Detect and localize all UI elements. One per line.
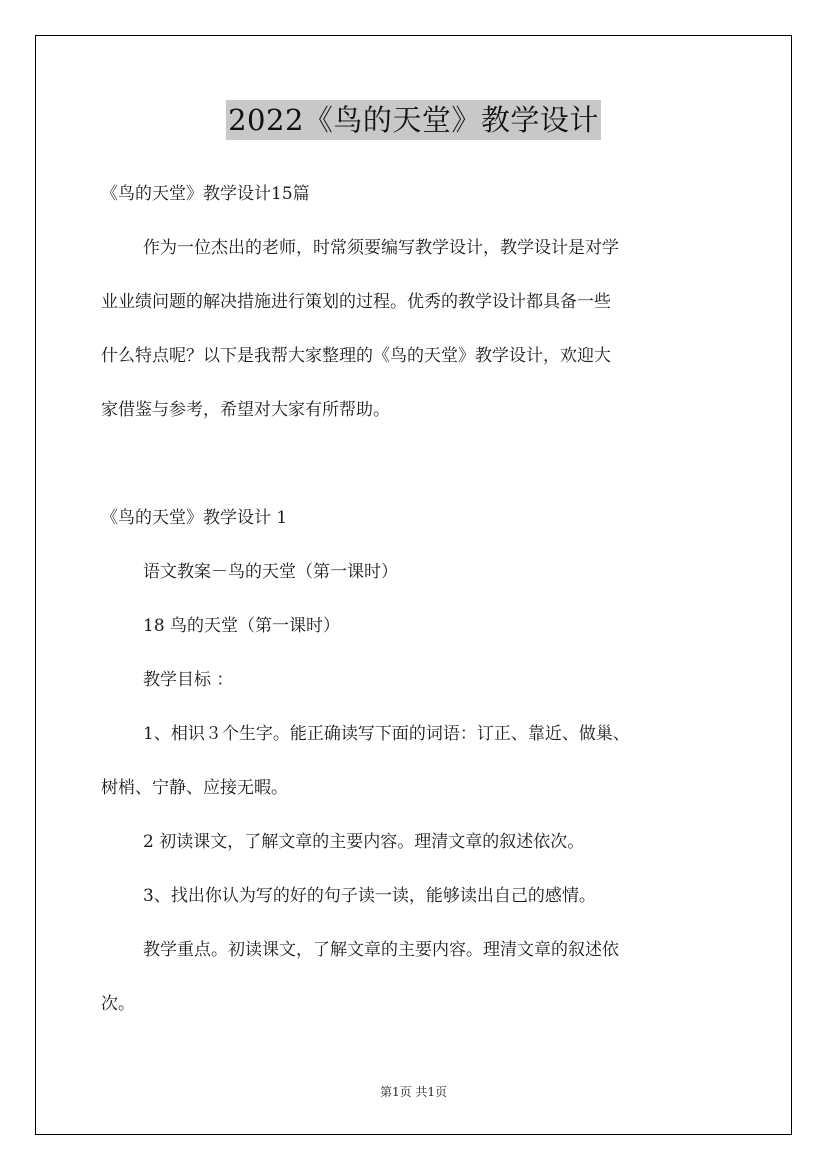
key-point-line-2: 次。 <box>101 994 135 1014</box>
objective-1-line-2: 树梢、宁静、应接无暇。 <box>101 778 288 798</box>
intro-line-1: 作为一位杰出的老师，时常须要编写教学设计，教学设计是对学 <box>143 238 619 258</box>
objective-1-line-1: 1、相识３个生字。能正确读写下面的词语：订正、靠近、做巢、 <box>143 724 630 744</box>
key-point-line-1: 教学重点。初读课文，了解文章的主要内容。理清文章的叙述依 <box>143 940 619 960</box>
document-title: 2022《鸟的天堂》教学设计 <box>226 100 601 140</box>
lesson-number: 18 鸟的天堂（第一课时） <box>143 616 341 636</box>
objectives-label: 教学目标 ： <box>143 670 234 690</box>
lesson-title: 语文教案－鸟的天堂（第一课时） <box>143 562 398 582</box>
page-footer: 第1页 共1页 <box>379 1085 448 1099</box>
intro-line-2: 业业绩问题的解决措施进行策划的过程。优秀的教学设计都具备一些 <box>101 292 611 312</box>
section-heading: 《鸟的天堂》教学设计 1 <box>101 508 288 528</box>
objective-3: 3、找出你认为写的好的句子读一读，能够读出自己的感情。 <box>143 886 596 906</box>
title-container <box>0 100 827 140</box>
intro-line-3: 什么特点呢？以下是我帮大家整理的《鸟的天堂》教学设计，欢迎大 <box>101 346 611 366</box>
objective-2: 2 初读课文，了解文章的主要内容。理清文章的叙述依次。 <box>143 832 585 852</box>
document-subtitle: 《鸟的天堂》教学设计15篇 <box>101 184 310 204</box>
intro-line-4: 家借鉴与参考，希望对大家有所帮助。 <box>101 400 390 420</box>
